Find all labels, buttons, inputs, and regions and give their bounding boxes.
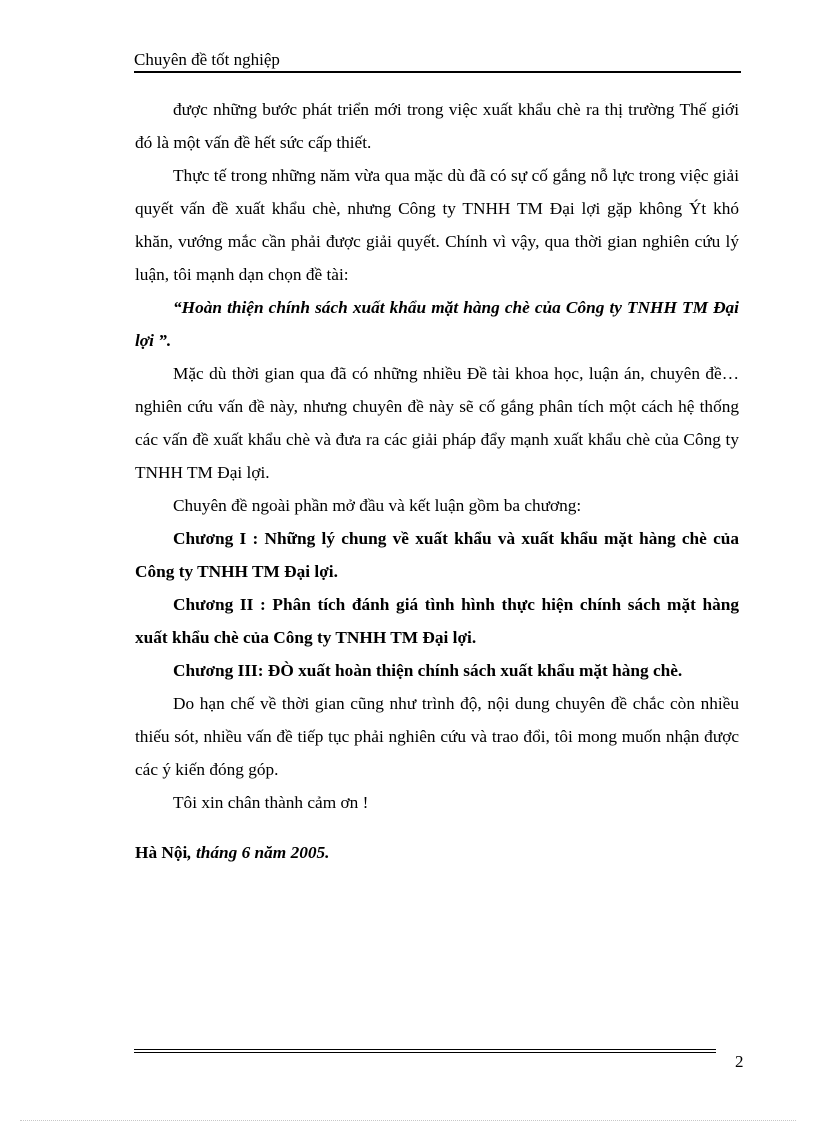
paragraph-intro-continued: được những bước phát triển mới trong việc xuất khẩu chè ra thị trường Thế giới đó là một vấn đề hết sức cấp thiết. (135, 100, 739, 152)
chapter-2: Chương II : Phân tích đánh giá tình hình thực hiện chính sách mặt hàng xuất khẩu chè của Công ty TNHH TM Đại lợi. (135, 595, 739, 647)
signature-place: Hà Nội (135, 843, 188, 862)
paragraph-context: Thực tế trong những năm vừa qua mặc dù đã có sự cố gắng nỗ lực trong việc giải quyết vấn đề xuất khẩu chè, nhưng Công ty TNHH TM Đại lợi gặp không Ýt khó khăn, vướng mắc cần phải được giải quyết. Chính vì vậy, qua thời gian nghiên cứu lý luận, tôi mạnh dạn chọn đề tài: (135, 166, 739, 284)
topic-title: “Hoàn thiện chính sách xuất khẩu mặt hàng chè của Công ty TNHH TM Đại lợi ”. (135, 298, 739, 350)
header-title: Chuyên đề tốt nghiệp (134, 50, 280, 69)
page-boundary (20, 1120, 796, 1121)
paragraph-thanks: Tôi xin chân thành cảm ơn ! (173, 793, 369, 812)
page-header (134, 50, 740, 70)
page-number: 2 (735, 1052, 744, 1071)
footer-divider-bottom (134, 1052, 716, 1053)
footer-divider-top (134, 1049, 716, 1050)
chapter-1: Chương I : Những lý chung về xuất khẩu và xuất khẩu mặt hàng chè của Công ty TNHH TM Đại lợi. (135, 529, 739, 581)
signature-line (135, 836, 739, 869)
paragraph-limitations: Do hạn chế về thời gian cũng như trình độ, nội dung chuyên đề chắc còn nhiều thiếu sót, nhiều vấn đề tiếp tục phải nghiên cứu và trao đổi, tôi mong muốn nhận được các ý kiến đóng góp. (135, 694, 739, 779)
chapter-3: Chương III: ĐÒ xuất hoàn thiện chính sách xuất khẩu mặt hàng chè. (173, 661, 683, 680)
header-divider (134, 71, 741, 73)
signature-date: , tháng 6 năm 2005. (187, 843, 330, 862)
paragraph-structure: Chuyên đề ngoài phần mở đầu và kết luận gồm ba chương: (173, 496, 582, 515)
document-body (135, 93, 739, 869)
paragraph-scope: Mặc dù thời gian qua đã có những nhiều Đề tài khoa học, luận án, chuyên đề… nghiên cứu vấn đề này, nhưng chuyên đề này sẽ cố gắng phân tích một cách hệ thống các vấn đề xuất khẩu chè và đưa ra các giải pháp đẩy mạnh xuất khẩu chè của Công ty TNHH TM Đại lợi. (135, 364, 739, 482)
